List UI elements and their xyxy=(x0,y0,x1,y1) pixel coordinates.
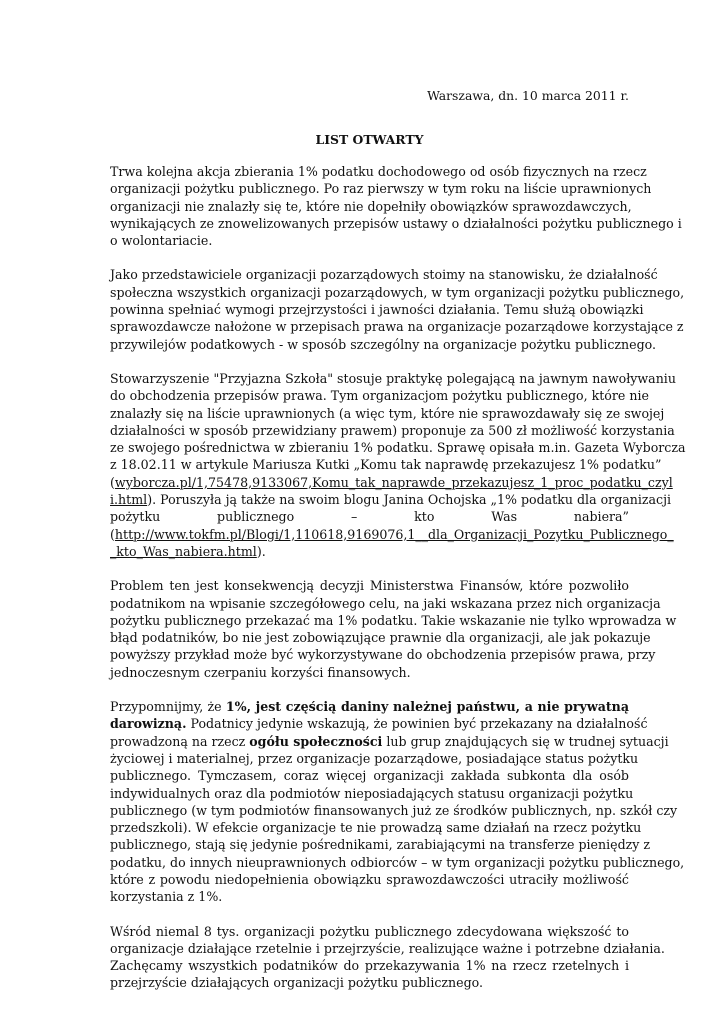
text-line: Wśród niemal 8 tys. organizacji pożytku publicznego zdecydowana większość to xyxy=(110,923,629,939)
paragraph-1 xyxy=(110,163,682,249)
text-line: błąd podatników, bo nie jest zobowiązujące prawnie dla organizacji, ale jak pokazuje xyxy=(110,630,651,646)
text-line: sprawozdawcze nałożone w przepisach prawa na organizacje pozarządowe korzystające z xyxy=(110,319,684,335)
inline-text: ). Poruszyła ją także na swoim blogu Janina Ochojska „1% podatku dla organizacji xyxy=(147,492,672,508)
bold-text: darowizną. xyxy=(110,716,187,732)
text-line: społeczna wszystkich organizacji pozarządowych, w tym organizacji pożytku publicznego, xyxy=(110,284,685,300)
text-line: przedszkoli). W efekcie organizacje te nie prowadzą same działań na rzecz pożytku xyxy=(110,820,642,836)
text-line xyxy=(110,733,669,750)
text-line: podatku, do innych nieuprawnionych odbiorców – w tym organizacji pożytku publicznego, xyxy=(110,854,685,870)
text-line: z 18.02.11 w artykule Mariusza Kutki „Komu tak naprawdę przekazujesz 1% podatku” xyxy=(110,457,662,473)
tokfm-link[interactable]: http://www.tokfm.pl/Blogi/1,110618,9169076,1__dla_Organizacji_Pozytku_Publicznego_ xyxy=(114,526,674,542)
bold-text: 1%, jest częścią daniny należnej państwu, a nie prywatną xyxy=(225,699,629,715)
text-line: powinna spełniać wymogi przejrzystości i jawności działania. Temu służą obowiązki xyxy=(110,302,644,318)
inline-text: prowadzoną na rzecz xyxy=(110,733,250,749)
inline-text: ). xyxy=(256,543,266,559)
text-line: do obchodzenia przepisów prawa. Tym organizacjom pożytku publicznego, które nie xyxy=(110,388,649,404)
text-line: życiowej i materialnej, przez organizacje pozarządowe, posiadające status pożytku xyxy=(110,750,639,766)
text-line: organizacji nie znalazły się te, które nie dopełniły obowiązków sprawozdawczych, xyxy=(110,198,632,214)
text-line: powyższy przykład może być wykorzystywane do obchodzenia przepisów prawa, przy xyxy=(110,647,656,663)
text-line: Zachęcamy wszystkich podatników do przekazywania 1% na rzecz rzetelnych i xyxy=(110,958,629,974)
text-line: podatnikom na wpisanie szczegółowego celu, na jaki wskazana przez nich organizacja xyxy=(110,595,661,611)
text-line: korzystania z 1%. xyxy=(110,889,223,905)
paragraph-4 xyxy=(110,577,677,681)
text-line: organizacji pożytku publicznego. Po raz pierwszy w tym roku na liście uprawnionych xyxy=(110,181,652,197)
tokfm-link-end[interactable]: _kto_Was_nabiera.html xyxy=(110,543,257,559)
paren-open: ( xyxy=(110,526,115,542)
text-line: publicznego (w tym podmiotów finansowanych już ze środków publicznych, np. szkół czy xyxy=(110,802,678,818)
text-line: indywidualnych oraz dla podmiotów nieposiadających statusu organizacji pożytku xyxy=(110,785,634,801)
bold-text: ogółu społeczności xyxy=(249,733,383,749)
inline-text: Podatnicy jedynie wskazują, że powinien być przekazany na działalność xyxy=(186,716,648,732)
text-line: które z powodu niedopełnienia obowiązku sprawozdawczości utraciły możliwość xyxy=(110,871,629,887)
text-line xyxy=(110,491,672,508)
paragraph-3 xyxy=(110,370,686,560)
paragraph-5 xyxy=(110,698,685,906)
text-line: Problem ten jest konsekwencją decyzji Ministerstwa Finansów, które pozwoliło xyxy=(110,578,629,594)
letter-title: LIST OTWARTY xyxy=(315,132,424,147)
text-line: znalazły się na liście uprawnionych (a więc tym, które nie sprawozdawały się ze swojej xyxy=(110,405,665,421)
text-line: ze swojego pośrednictwa w zbieraniu 1% podatku. Sprawę opisała m.in. Gazeta Wyborcza xyxy=(110,440,686,456)
wyborcza-link-end[interactable]: i.html xyxy=(110,492,148,508)
inline-text: Przypomnijmy, że xyxy=(110,699,226,715)
text-line xyxy=(110,698,629,715)
text-line: przejrzyście działających organizacji pożytku publicznego. xyxy=(110,975,484,991)
letter-date: Warszawa, dn. 10 marca 2011 r. xyxy=(427,88,629,103)
paren-open: ( xyxy=(110,474,115,490)
text-line: Jako przedstawiciele organizacji pozarządowych stoimy na stanowisku, że działalność xyxy=(110,267,658,283)
text-line: publicznego, stają się jedynie pośrednikami, zarabiającymi na transferze pieniędzy z xyxy=(110,837,651,853)
text-line: Trwa kolejna akcja zbierania 1% podatku dochodowego od osób fizycznych na rzecz xyxy=(110,164,647,179)
text-line: Stowarzyszenie "Przyjazna Szkoła" stosuje praktykę polegającą na jawnym nawoływaniu xyxy=(110,370,676,386)
text-line xyxy=(110,526,674,543)
text-line: publicznego. Tymczasem, coraz więcej organizacji zakłada subkonta dla osób xyxy=(110,768,629,784)
text-line: działalności w sposób przewidziany prawem) proponuje za 500 zł możliwość korzystania xyxy=(110,422,675,438)
text-line: o wolontariacie. xyxy=(110,233,213,249)
text-line: przywilejów podatkowych - w sposób szczególny na organizacje pożytku publicznego. xyxy=(110,336,656,352)
text-line: organizacje działające rzetelnie i przejrzyście, realizujące ważne i potrzebne działania. xyxy=(110,940,665,956)
inline-text: lub grup znajdujących się w trudnej sytuacji xyxy=(382,733,669,749)
text-line xyxy=(110,715,648,732)
text-line: wynikających ze znowelizowanych przepisów ustawy o działalności pożytku publicznego i xyxy=(110,215,682,231)
paragraph-6 xyxy=(110,923,665,992)
text-line: jednoczesnym czerpaniu korzyści finansowych. xyxy=(110,664,411,680)
paragraph-2 xyxy=(110,266,685,352)
text-line: pożytku publicznego przekazać ma 1% podatku. Takie wskazanie nie tylko wprowadza w xyxy=(110,612,677,628)
text-line xyxy=(110,543,629,560)
text-line: pożytku publicznego – kto Was nabiera” xyxy=(110,509,629,525)
wyborcza-link[interactable]: wyborcza.pl/1,75478,9133067,Komu_tak_naprawde_przekazujesz_1_proc_podatku_czyl xyxy=(114,474,673,490)
text-line xyxy=(110,474,673,491)
